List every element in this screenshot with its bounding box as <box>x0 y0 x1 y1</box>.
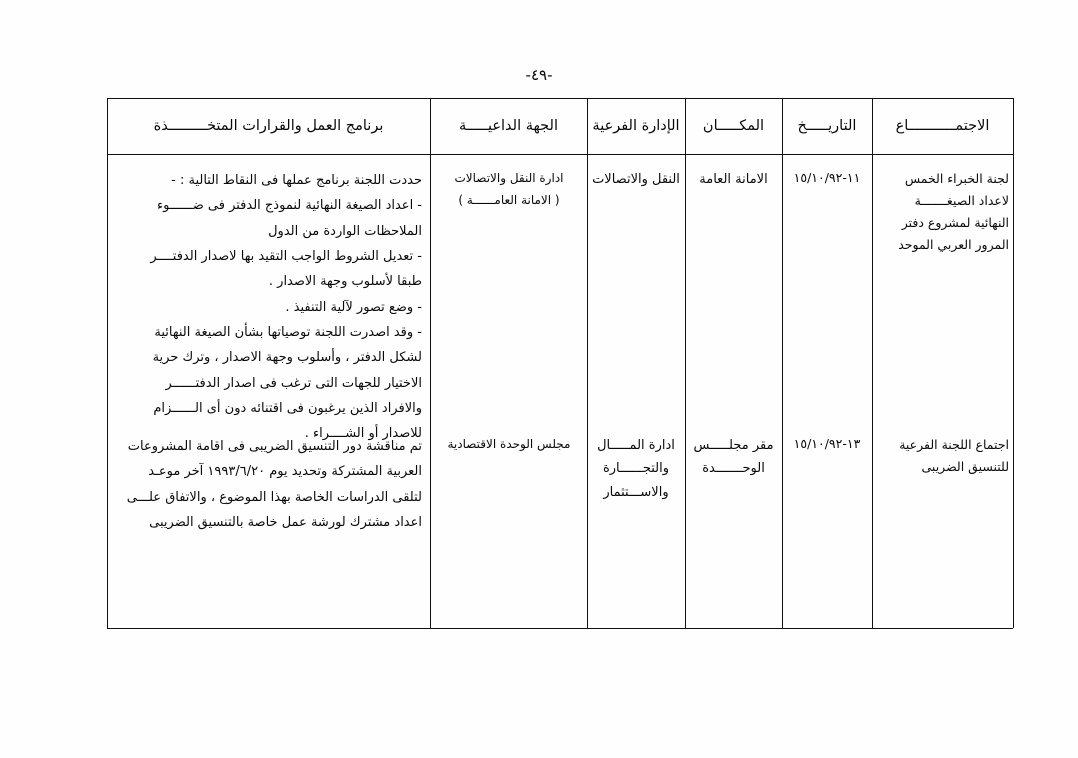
subdepartment-line: ادارة المـــــال <box>597 438 675 453</box>
header-inviting-body: الجهة الداعيـــــة <box>458 118 558 134</box>
program-line: - اعداد الصيغة النهائية لنموذج الدفتر فى ضــــــوء <box>157 198 422 214</box>
table-bottom-border <box>107 628 1013 629</box>
program-line: لشكل الدفتر ، وأسلوب وجهة الاصدار ، وترك حرية <box>152 350 422 366</box>
meeting-line: لاعداد الصيغـــــــة <box>914 192 1009 208</box>
table-border-left <box>107 98 108 628</box>
inviting-body-line: ( الامانة العامــــــة ) <box>458 192 560 207</box>
header-program: برنامج العمل والقرارات المتخـــــــــذة <box>153 118 384 134</box>
meeting-line: للتنسيق الضريبى <box>921 458 1009 474</box>
place-line: الوحـــــــدة <box>702 461 765 477</box>
sub-department <box>589 434 683 504</box>
meeting-line: لجنة الخبراء الخمس <box>904 171 1009 186</box>
meeting-line: النهائية لمشروع دفتر <box>901 214 1009 230</box>
meeting-date: ١٣-١٥/١٠/٩٢ <box>793 436 861 451</box>
inviting-body-line: مجلس الوحدة الاقتصادية <box>447 437 571 451</box>
table-border-right <box>1013 98 1014 628</box>
column-divider-subdepartment <box>685 98 686 628</box>
program-line: طبقا لأسلوب وجهة الاصدار . <box>268 274 422 290</box>
place-line: الامانة العامة <box>699 172 768 187</box>
program-and-decisions <box>115 168 422 447</box>
header-place: المكـــــان <box>702 118 765 134</box>
program-line: والافراد الذين يرغبون فى اقتنائه دون أى الــــــزام <box>153 401 422 417</box>
sub-department <box>589 168 683 191</box>
program-line: الملاحظات الواردة من الدول <box>268 223 422 239</box>
program-line: اعداد مشترك لورشة عمل خاصة بالتنسيق الضريبى <box>149 515 422 531</box>
subdepartment-line: والاســـتثمار <box>603 484 669 500</box>
subdepartment-line: النقل والاتصالات <box>592 172 680 187</box>
program-line: حددت اللجنة برنامج عملها فى النقاط التالية : - <box>171 173 422 188</box>
meeting-line: المرور العربي الموحد <box>898 236 1009 252</box>
meeting-line: اجتماع اللجنة الفرعية <box>899 437 1009 452</box>
column-divider-program <box>430 98 431 628</box>
program-line: لتلقى الدراسات الخاصة بهذا الموضوع ، والاتفاق علـــى <box>126 489 422 505</box>
meeting-date: ١١-١٥/١٠/٩٢ <box>793 170 861 185</box>
program-line: الاختيار للجهات التى ترغب فى اصدار الدفتــــــر <box>165 375 422 391</box>
column-divider-date <box>872 98 873 628</box>
page-number: -٤٩- <box>525 66 553 84</box>
program-line: - وضع تصور لآلية التنفيذ . <box>285 299 422 315</box>
program-line: العربية المشتركة وتحديد يوم ١٩٩٣/٦/٢٠ آخر موعـد <box>148 464 422 480</box>
inviting-body <box>434 434 584 456</box>
table-row <box>876 434 1009 478</box>
program-line: تم مناقشة دور التنسيق الضريبى فى اقامة المشروعات <box>127 439 422 454</box>
place-line: مقر مجلـــــس <box>693 438 774 453</box>
meetings-table <box>107 98 1013 628</box>
table-header-rule <box>107 154 1013 155</box>
program-line: للاصدار أو الشــــراء . <box>304 426 422 442</box>
inviting-body-line: ادارة النقل والاتصالات <box>454 171 564 185</box>
column-divider-inviting-body <box>587 98 588 628</box>
program-and-decisions <box>115 434 422 535</box>
subdepartment-line: والتجــــــارة <box>602 461 670 477</box>
column-divider-place <box>782 98 783 628</box>
meeting-place <box>687 434 780 481</box>
header-date: التاريـــــخ <box>797 118 857 134</box>
inviting-body <box>434 168 584 211</box>
program-line: - تعديل الشروط الواجب التقيد بها لاصدار الدفتــــر <box>150 249 422 265</box>
header-subdepartment: الإدارة الفرعية <box>592 118 680 134</box>
meeting-place <box>687 168 780 191</box>
table-row <box>876 168 1009 256</box>
header-meeting: الاجتمـــــــــــاع <box>895 118 990 134</box>
program-line: - وقد اصدرت اللجنة توصياتها بشأن الصيغة النهائية <box>154 325 422 341</box>
